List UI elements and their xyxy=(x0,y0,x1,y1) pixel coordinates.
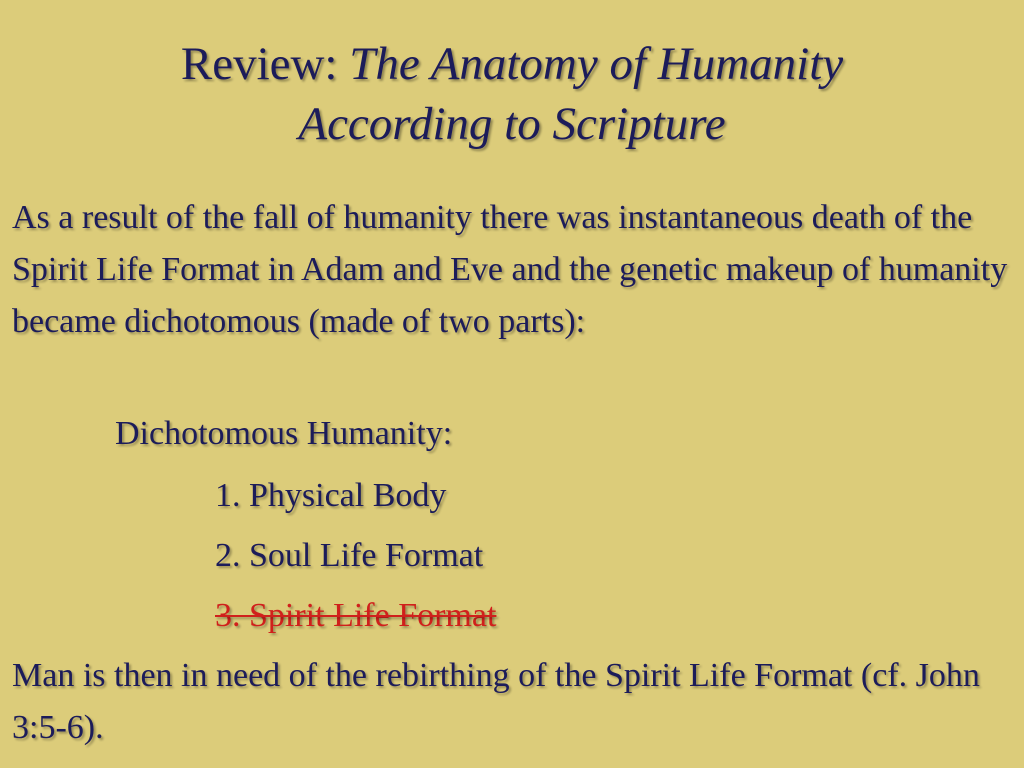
list-item-soul-life-format: 2. Soul Life Format xyxy=(215,537,484,574)
list-heading: Dichotomous Humanity: xyxy=(115,415,453,452)
closing-paragraph: Man is then in need of the rebirthing of the Spirit Life Format (cf. John 3:5-6). xyxy=(12,657,980,746)
slide-title xyxy=(0,34,1024,154)
title-italic-line2: According to Scripture xyxy=(298,98,726,150)
title-italic-line1: The Anatomy of Humanity xyxy=(349,38,844,90)
list-item-spirit-life-format-struck: 3. Spirit Life Format xyxy=(215,597,497,634)
list-item-physical-body: 1. Physical Body xyxy=(215,477,447,514)
title-prefix: Review: xyxy=(180,38,350,90)
intro-paragraph: As a result of the fall of humanity there was instantaneous death of the Spirit Life Format in Adam and Eve and the genetic makeup of humanity became dichotomous (made of two parts): xyxy=(12,199,1008,340)
